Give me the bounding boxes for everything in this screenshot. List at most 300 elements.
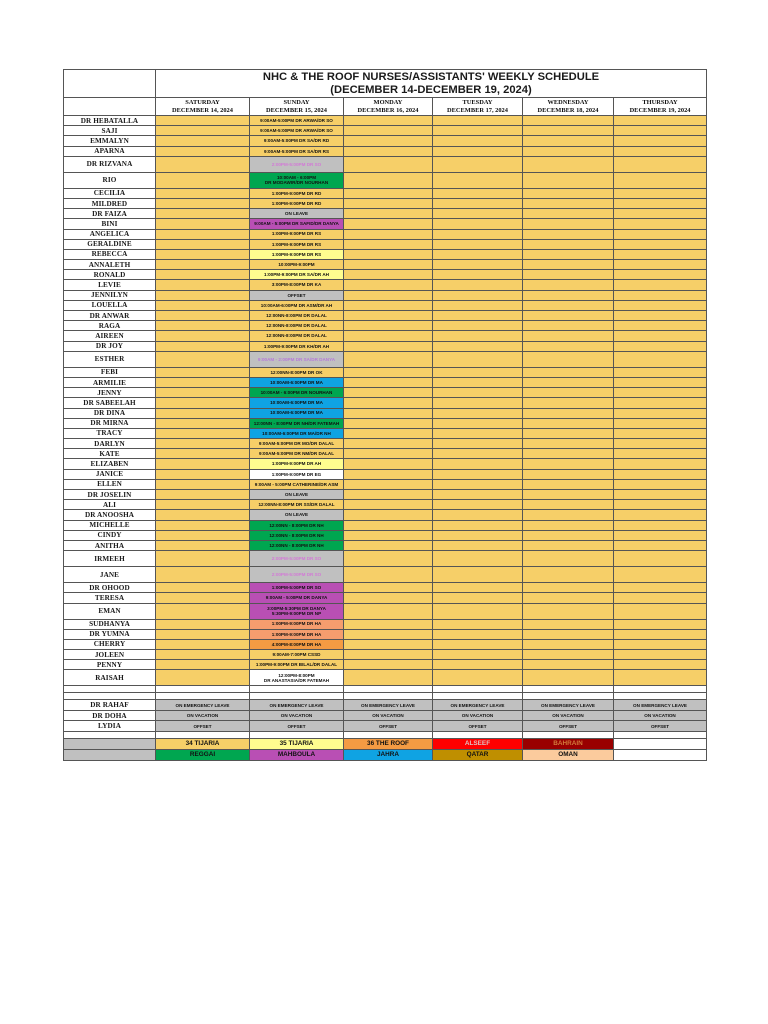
shift-cell-monday[interactable] [344, 300, 433, 310]
shift-cell-thursday[interactable] [614, 650, 707, 660]
shift-cell-monday[interactable] [344, 156, 433, 172]
shift-cell-wednesday[interactable] [523, 479, 614, 489]
shift-cell-sunday[interactable] [250, 629, 344, 639]
shift-cell-sunday[interactable] [250, 567, 344, 583]
shift-cell-wednesday[interactable] [523, 229, 614, 239]
shift-cell-tuesday[interactable] [433, 540, 523, 550]
shift-cell-monday[interactable] [344, 398, 433, 408]
shift-cell-saturday[interactable] [156, 311, 250, 321]
shift-cell-sunday[interactable] [250, 418, 344, 428]
shift-cell-saturday[interactable] [156, 249, 250, 259]
shift-cell-wednesday[interactable] [523, 500, 614, 510]
shift-cell-sunday[interactable] [250, 428, 344, 438]
shift-cell-wednesday[interactable] [523, 290, 614, 300]
shift-cell-tuesday[interactable] [433, 300, 523, 310]
shift-cell-saturday[interactable] [156, 428, 250, 438]
shift-cell-sunday[interactable] [250, 280, 344, 290]
shift-cell-wednesday[interactable] [523, 490, 614, 500]
shift-cell-monday[interactable] [344, 280, 433, 290]
shift-cell-wednesday[interactable] [523, 172, 614, 188]
shift-cell-wednesday[interactable] [523, 540, 614, 550]
shift-cell-monday[interactable] [344, 520, 433, 530]
shift-cell-sunday[interactable] [250, 126, 344, 136]
shift-cell-tuesday[interactable] [433, 249, 523, 259]
shift-cell-tuesday[interactable] [433, 551, 523, 567]
shift-cell-sunday[interactable] [250, 156, 344, 172]
shift-cell-saturday[interactable] [156, 520, 250, 530]
shift-cell-tuesday[interactable] [433, 146, 523, 156]
shift-cell-tuesday[interactable] [433, 209, 523, 219]
shift-cell-wednesday[interactable] [523, 270, 614, 280]
shift-cell-tuesday[interactable] [433, 351, 523, 367]
shift-cell-wednesday[interactable] [523, 377, 614, 387]
shift-cell-saturday[interactable] [156, 660, 250, 670]
shift-cell-tuesday[interactable] [433, 593, 523, 603]
shift-cell-saturday[interactable] [156, 510, 250, 520]
shift-cell-thursday[interactable] [614, 593, 707, 603]
shift-cell-sunday[interactable] [250, 388, 344, 398]
shift-cell-sunday[interactable] [250, 341, 344, 351]
shift-cell-tuesday[interactable] [433, 341, 523, 351]
shift-cell-saturday[interactable] [156, 439, 250, 449]
shift-cell-thursday[interactable] [614, 639, 707, 649]
shift-cell-saturday[interactable] [156, 219, 250, 229]
shift-cell-monday[interactable] [344, 469, 433, 479]
shift-cell-monday[interactable] [344, 650, 433, 660]
shift-cell-wednesday[interactable] [523, 530, 614, 540]
shift-cell-sunday[interactable] [250, 331, 344, 341]
shift-cell-wednesday[interactable] [523, 146, 614, 156]
shift-cell-sunday[interactable] [250, 500, 344, 510]
shift-cell-tuesday[interactable] [433, 156, 523, 172]
shift-cell-monday[interactable] [344, 530, 433, 540]
shift-cell-monday[interactable] [344, 116, 433, 126]
shift-cell-wednesday[interactable] [523, 551, 614, 567]
shift-cell-monday[interactable] [344, 270, 433, 280]
shift-cell-tuesday[interactable] [433, 398, 523, 408]
shift-cell-tuesday[interactable] [433, 583, 523, 593]
shift-cell-monday[interactable] [344, 209, 433, 219]
shift-cell-tuesday[interactable] [433, 639, 523, 649]
shift-cell-monday[interactable] [344, 229, 433, 239]
shift-cell-saturday[interactable] [156, 398, 250, 408]
shift-cell-saturday[interactable] [156, 629, 250, 639]
shift-cell-tuesday[interactable] [433, 490, 523, 500]
shift-cell-saturday[interactable] [156, 209, 250, 219]
shift-cell-wednesday[interactable] [523, 219, 614, 229]
shift-cell-tuesday[interactable] [433, 239, 523, 249]
shift-cell-thursday[interactable] [614, 270, 707, 280]
shift-cell-tuesday[interactable] [433, 408, 523, 418]
shift-cell-sunday[interactable] [250, 260, 344, 270]
shift-cell-sunday[interactable] [250, 198, 344, 208]
shift-cell-monday[interactable] [344, 219, 433, 229]
shift-cell-saturday[interactable] [156, 126, 250, 136]
shift-cell-saturday[interactable] [156, 270, 250, 280]
shift-cell-saturday[interactable] [156, 351, 250, 367]
shift-cell-thursday[interactable] [614, 660, 707, 670]
shift-cell-thursday[interactable] [614, 229, 707, 239]
shift-cell-thursday[interactable] [614, 321, 707, 331]
shift-cell-thursday[interactable] [614, 126, 707, 136]
shift-cell-monday[interactable] [344, 311, 433, 321]
shift-cell-monday[interactable] [344, 290, 433, 300]
shift-cell-thursday[interactable] [614, 260, 707, 270]
shift-cell-sunday[interactable] [250, 479, 344, 489]
shift-cell-tuesday[interactable] [433, 367, 523, 377]
shift-cell-thursday[interactable] [614, 367, 707, 377]
shift-cell-sunday[interactable] [250, 583, 344, 593]
shift-cell-monday[interactable] [344, 479, 433, 489]
shift-cell-monday[interactable] [344, 449, 433, 459]
shift-cell-sunday[interactable] [250, 469, 344, 479]
shift-cell-wednesday[interactable] [523, 367, 614, 377]
shift-cell-tuesday[interactable] [433, 567, 523, 583]
shift-cell-wednesday[interactable] [523, 126, 614, 136]
shift-cell-tuesday[interactable] [433, 428, 523, 438]
shift-cell-sunday[interactable] [250, 449, 344, 459]
shift-cell-thursday[interactable] [614, 239, 707, 249]
shift-cell-wednesday[interactable] [523, 629, 614, 639]
shift-cell-tuesday[interactable] [433, 331, 523, 341]
shift-cell-saturday[interactable] [156, 603, 250, 619]
shift-cell-saturday[interactable] [156, 300, 250, 310]
shift-cell-sunday[interactable] [250, 367, 344, 377]
shift-cell-sunday[interactable] [250, 321, 344, 331]
shift-cell-saturday[interactable] [156, 290, 250, 300]
shift-cell-tuesday[interactable] [433, 619, 523, 629]
shift-cell-tuesday[interactable] [433, 311, 523, 321]
shift-cell-monday[interactable] [344, 367, 433, 377]
shift-cell-monday[interactable] [344, 629, 433, 639]
shift-cell-wednesday[interactable] [523, 209, 614, 219]
shift-cell-wednesday[interactable] [523, 428, 614, 438]
shift-cell-tuesday[interactable] [433, 260, 523, 270]
shift-cell-wednesday[interactable] [523, 300, 614, 310]
shift-cell-tuesday[interactable] [433, 629, 523, 639]
shift-cell-sunday[interactable] [250, 408, 344, 418]
shift-cell-wednesday[interactable] [523, 260, 614, 270]
shift-cell-thursday[interactable] [614, 408, 707, 418]
shift-cell-wednesday[interactable] [523, 116, 614, 126]
shift-cell-tuesday[interactable] [433, 603, 523, 619]
shift-cell-sunday[interactable] [250, 593, 344, 603]
shift-cell-tuesday[interactable] [433, 530, 523, 540]
shift-cell-tuesday[interactable] [433, 660, 523, 670]
shift-cell-saturday[interactable] [156, 116, 250, 126]
shift-cell-tuesday[interactable] [433, 377, 523, 387]
shift-cell-sunday[interactable] [250, 270, 344, 280]
shift-cell-saturday[interactable] [156, 388, 250, 398]
shift-cell-monday[interactable] [344, 408, 433, 418]
shift-cell-thursday[interactable] [614, 249, 707, 259]
shift-cell-thursday[interactable] [614, 479, 707, 489]
shift-cell-saturday[interactable] [156, 418, 250, 428]
shift-cell-tuesday[interactable] [433, 229, 523, 239]
shift-cell-thursday[interactable] [614, 219, 707, 229]
shift-cell-saturday[interactable] [156, 490, 250, 500]
shift-cell-wednesday[interactable] [523, 670, 614, 686]
shift-cell-wednesday[interactable] [523, 398, 614, 408]
shift-cell-saturday[interactable] [156, 321, 250, 331]
shift-cell-monday[interactable] [344, 188, 433, 198]
shift-cell-sunday[interactable] [250, 290, 344, 300]
shift-cell-wednesday[interactable] [523, 603, 614, 619]
shift-cell-saturday[interactable] [156, 469, 250, 479]
shift-cell-saturday[interactable] [156, 367, 250, 377]
shift-cell-sunday[interactable] [250, 172, 344, 188]
shift-cell-saturday[interactable] [156, 479, 250, 489]
shift-cell-tuesday[interactable] [433, 388, 523, 398]
shift-cell-tuesday[interactable] [433, 418, 523, 428]
shift-cell-tuesday[interactable] [433, 172, 523, 188]
shift-cell-saturday[interactable] [156, 136, 250, 146]
shift-cell-monday[interactable] [344, 388, 433, 398]
shift-cell-saturday[interactable] [156, 172, 250, 188]
shift-cell-sunday[interactable] [250, 520, 344, 530]
shift-cell-wednesday[interactable] [523, 660, 614, 670]
shift-cell-monday[interactable] [344, 249, 433, 259]
shift-cell-sunday[interactable] [250, 300, 344, 310]
shift-cell-monday[interactable] [344, 660, 433, 670]
shift-cell-wednesday[interactable] [523, 567, 614, 583]
shift-cell-wednesday[interactable] [523, 321, 614, 331]
shift-cell-sunday[interactable] [250, 351, 344, 367]
shift-cell-thursday[interactable] [614, 198, 707, 208]
shift-cell-monday[interactable] [344, 198, 433, 208]
shift-cell-sunday[interactable] [250, 116, 344, 126]
shift-cell-saturday[interactable] [156, 198, 250, 208]
shift-cell-tuesday[interactable] [433, 439, 523, 449]
shift-cell-sunday[interactable] [250, 439, 344, 449]
shift-cell-thursday[interactable] [614, 459, 707, 469]
shift-cell-tuesday[interactable] [433, 650, 523, 660]
shift-cell-tuesday[interactable] [433, 126, 523, 136]
shift-cell-thursday[interactable] [614, 603, 707, 619]
shift-cell-thursday[interactable] [614, 670, 707, 686]
shift-cell-tuesday[interactable] [433, 219, 523, 229]
shift-cell-wednesday[interactable] [523, 156, 614, 172]
shift-cell-monday[interactable] [344, 260, 433, 270]
shift-cell-sunday[interactable] [250, 229, 344, 239]
shift-cell-sunday[interactable] [250, 670, 344, 686]
shift-cell-thursday[interactable] [614, 428, 707, 438]
shift-cell-monday[interactable] [344, 239, 433, 249]
shift-cell-wednesday[interactable] [523, 331, 614, 341]
shift-cell-tuesday[interactable] [433, 500, 523, 510]
shift-cell-thursday[interactable] [614, 418, 707, 428]
shift-cell-saturday[interactable] [156, 530, 250, 540]
shift-cell-sunday[interactable] [250, 219, 344, 229]
shift-cell-wednesday[interactable] [523, 418, 614, 428]
shift-cell-saturday[interactable] [156, 377, 250, 387]
shift-cell-tuesday[interactable] [433, 198, 523, 208]
shift-cell-monday[interactable] [344, 351, 433, 367]
shift-cell-wednesday[interactable] [523, 351, 614, 367]
shift-cell-sunday[interactable] [250, 146, 344, 156]
shift-cell-saturday[interactable] [156, 593, 250, 603]
shift-cell-wednesday[interactable] [523, 311, 614, 321]
shift-cell-sunday[interactable] [250, 239, 344, 249]
shift-cell-saturday[interactable] [156, 583, 250, 593]
shift-cell-thursday[interactable] [614, 300, 707, 310]
shift-cell-wednesday[interactable] [523, 449, 614, 459]
shift-cell-tuesday[interactable] [433, 479, 523, 489]
shift-cell-saturday[interactable] [156, 280, 250, 290]
shift-cell-thursday[interactable] [614, 351, 707, 367]
shift-cell-thursday[interactable] [614, 398, 707, 408]
shift-cell-thursday[interactable] [614, 188, 707, 198]
shift-cell-wednesday[interactable] [523, 650, 614, 660]
shift-cell-tuesday[interactable] [433, 321, 523, 331]
shift-cell-wednesday[interactable] [523, 408, 614, 418]
shift-cell-wednesday[interactable] [523, 593, 614, 603]
shift-cell-saturday[interactable] [156, 619, 250, 629]
shift-cell-sunday[interactable] [250, 530, 344, 540]
shift-cell-saturday[interactable] [156, 341, 250, 351]
shift-cell-saturday[interactable] [156, 639, 250, 649]
shift-cell-tuesday[interactable] [433, 459, 523, 469]
shift-cell-monday[interactable] [344, 321, 433, 331]
shift-cell-monday[interactable] [344, 619, 433, 629]
shift-cell-monday[interactable] [344, 377, 433, 387]
shift-cell-saturday[interactable] [156, 551, 250, 567]
shift-cell-monday[interactable] [344, 341, 433, 351]
shift-cell-saturday[interactable] [156, 650, 250, 660]
shift-cell-wednesday[interactable] [523, 583, 614, 593]
shift-cell-thursday[interactable] [614, 331, 707, 341]
shift-cell-monday[interactable] [344, 670, 433, 686]
shift-cell-tuesday[interactable] [433, 136, 523, 146]
shift-cell-thursday[interactable] [614, 567, 707, 583]
shift-cell-wednesday[interactable] [523, 510, 614, 520]
shift-cell-wednesday[interactable] [523, 239, 614, 249]
shift-cell-wednesday[interactable] [523, 639, 614, 649]
shift-cell-sunday[interactable] [250, 639, 344, 649]
shift-cell-monday[interactable] [344, 439, 433, 449]
shift-cell-monday[interactable] [344, 540, 433, 550]
shift-cell-monday[interactable] [344, 418, 433, 428]
shift-cell-tuesday[interactable] [433, 280, 523, 290]
shift-cell-thursday[interactable] [614, 311, 707, 321]
shift-cell-monday[interactable] [344, 500, 433, 510]
shift-cell-saturday[interactable] [156, 449, 250, 459]
shift-cell-saturday[interactable] [156, 260, 250, 270]
shift-cell-sunday[interactable] [250, 398, 344, 408]
shift-cell-thursday[interactable] [614, 449, 707, 459]
shift-cell-saturday[interactable] [156, 670, 250, 686]
shift-cell-sunday[interactable] [250, 510, 344, 520]
shift-cell-monday[interactable] [344, 136, 433, 146]
shift-cell-monday[interactable] [344, 583, 433, 593]
shift-cell-thursday[interactable] [614, 510, 707, 520]
shift-cell-thursday[interactable] [614, 629, 707, 639]
shift-cell-monday[interactable] [344, 459, 433, 469]
shift-cell-wednesday[interactable] [523, 520, 614, 530]
shift-cell-saturday[interactable] [156, 540, 250, 550]
shift-cell-thursday[interactable] [614, 280, 707, 290]
shift-cell-thursday[interactable] [614, 551, 707, 567]
shift-cell-thursday[interactable] [614, 619, 707, 629]
shift-cell-saturday[interactable] [156, 500, 250, 510]
shift-cell-tuesday[interactable] [433, 116, 523, 126]
shift-cell-saturday[interactable] [156, 408, 250, 418]
shift-cell-sunday[interactable] [250, 650, 344, 660]
shift-cell-monday[interactable] [344, 639, 433, 649]
shift-cell-monday[interactable] [344, 490, 433, 500]
shift-cell-tuesday[interactable] [433, 449, 523, 459]
shift-cell-thursday[interactable] [614, 500, 707, 510]
shift-cell-tuesday[interactable] [433, 510, 523, 520]
shift-cell-tuesday[interactable] [433, 670, 523, 686]
shift-cell-sunday[interactable] [250, 249, 344, 259]
shift-cell-tuesday[interactable] [433, 469, 523, 479]
shift-cell-sunday[interactable] [250, 619, 344, 629]
shift-cell-monday[interactable] [344, 510, 433, 520]
shift-cell-thursday[interactable] [614, 439, 707, 449]
shift-cell-wednesday[interactable] [523, 388, 614, 398]
shift-cell-sunday[interactable] [250, 540, 344, 550]
shift-cell-sunday[interactable] [250, 490, 344, 500]
shift-cell-monday[interactable] [344, 146, 433, 156]
shift-cell-saturday[interactable] [156, 188, 250, 198]
shift-cell-thursday[interactable] [614, 388, 707, 398]
shift-cell-wednesday[interactable] [523, 249, 614, 259]
shift-cell-saturday[interactable] [156, 146, 250, 156]
shift-cell-thursday[interactable] [614, 583, 707, 593]
shift-cell-thursday[interactable] [614, 116, 707, 126]
shift-cell-thursday[interactable] [614, 540, 707, 550]
shift-cell-tuesday[interactable] [433, 290, 523, 300]
shift-cell-wednesday[interactable] [523, 198, 614, 208]
shift-cell-wednesday[interactable] [523, 280, 614, 290]
shift-cell-thursday[interactable] [614, 146, 707, 156]
shift-cell-sunday[interactable] [250, 551, 344, 567]
shift-cell-thursday[interactable] [614, 490, 707, 500]
shift-cell-thursday[interactable] [614, 290, 707, 300]
shift-cell-tuesday[interactable] [433, 520, 523, 530]
shift-cell-thursday[interactable] [614, 209, 707, 219]
shift-cell-sunday[interactable] [250, 209, 344, 219]
shift-cell-wednesday[interactable] [523, 136, 614, 146]
shift-cell-thursday[interactable] [614, 530, 707, 540]
shift-cell-monday[interactable] [344, 331, 433, 341]
shift-cell-thursday[interactable] [614, 172, 707, 188]
shift-cell-thursday[interactable] [614, 469, 707, 479]
shift-cell-wednesday[interactable] [523, 619, 614, 629]
shift-cell-sunday[interactable] [250, 311, 344, 321]
shift-cell-saturday[interactable] [156, 331, 250, 341]
shift-cell-monday[interactable] [344, 603, 433, 619]
shift-cell-saturday[interactable] [156, 229, 250, 239]
shift-cell-thursday[interactable] [614, 341, 707, 351]
shift-cell-saturday[interactable] [156, 156, 250, 172]
shift-cell-thursday[interactable] [614, 136, 707, 146]
shift-cell-monday[interactable] [344, 567, 433, 583]
shift-cell-tuesday[interactable] [433, 270, 523, 280]
shift-cell-sunday[interactable] [250, 377, 344, 387]
shift-cell-wednesday[interactable] [523, 341, 614, 351]
shift-cell-thursday[interactable] [614, 520, 707, 530]
shift-cell-monday[interactable] [344, 172, 433, 188]
shift-cell-sunday[interactable] [250, 660, 344, 670]
shift-cell-thursday[interactable] [614, 156, 707, 172]
shift-cell-sunday[interactable] [250, 136, 344, 146]
shift-cell-monday[interactable] [344, 551, 433, 567]
shift-cell-saturday[interactable] [156, 239, 250, 249]
shift-cell-thursday[interactable] [614, 377, 707, 387]
shift-cell-monday[interactable] [344, 126, 433, 136]
